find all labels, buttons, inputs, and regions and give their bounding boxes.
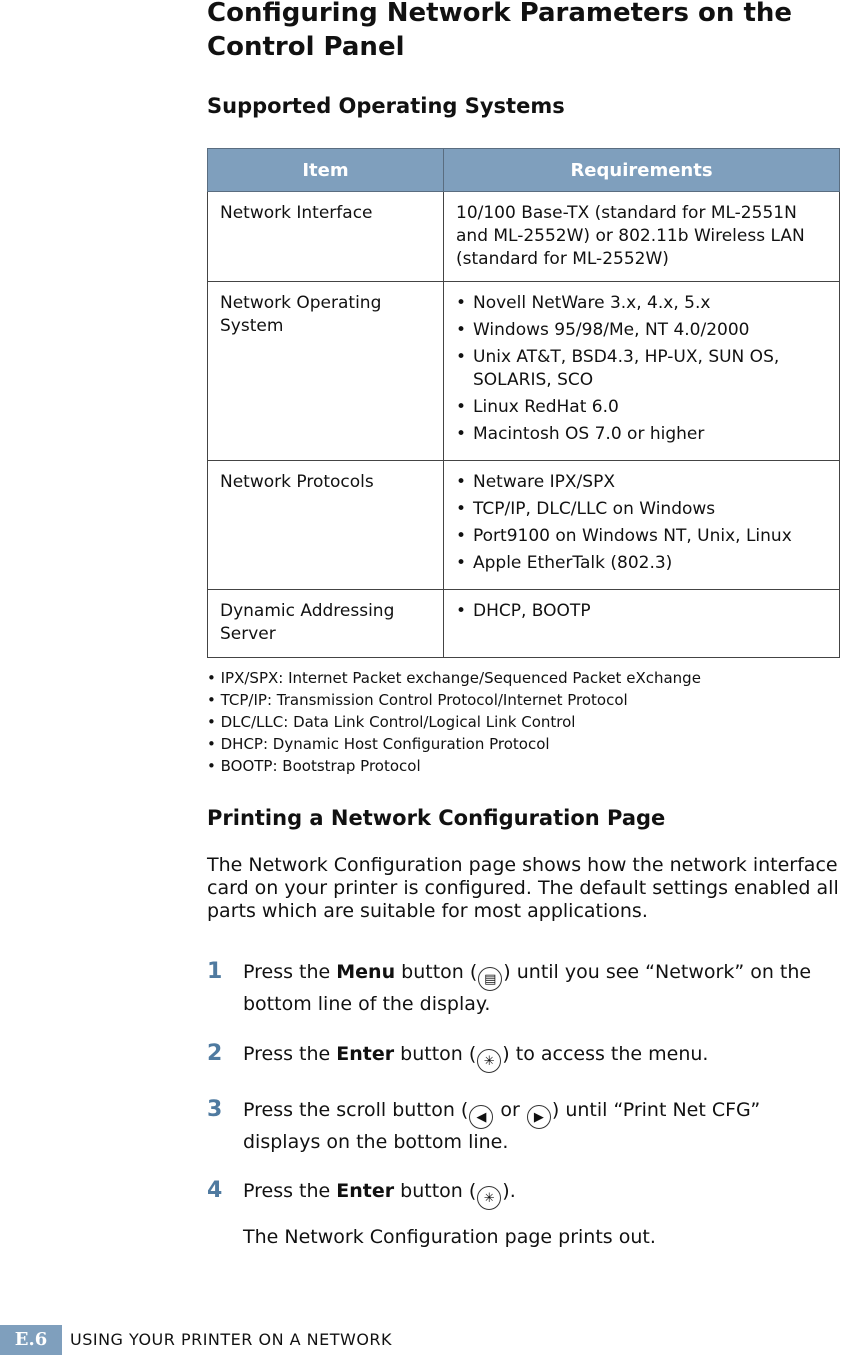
note-item: • TCP/IP: Transmission Control Protocol/Internet Protocol <box>207 689 701 711</box>
enter-button-icon: ✳ <box>477 1186 501 1210</box>
list-item: • TCP/IP, DLC/LLC on Windows <box>456 498 827 521</box>
note-item: • DLC/LLC: Data Link Control/Logical Link Control <box>207 711 701 733</box>
step-number: 4 <box>207 1178 223 1203</box>
table-row <box>208 282 840 461</box>
step-4 <box>207 1178 841 1210</box>
step-3 <box>207 1097 841 1155</box>
step-result: The Network Configuration page prints out. <box>243 1226 656 1248</box>
table-cell-requirements <box>444 282 840 461</box>
table-header-item: Item <box>208 149 444 192</box>
step-text: Press the Menu button ( ▤ ) until you see “Network” on the bottom line of the display. <box>243 961 812 1015</box>
table-cell-item: Network Operating System <box>208 282 444 461</box>
footer-chapter-title: USING YOUR PRINTER ON A NETWORK <box>70 1330 393 1349</box>
table-row <box>208 590 840 658</box>
table-cell-item: Network Protocols <box>208 461 444 590</box>
list-item: • DHCP, BOOTP <box>456 600 827 623</box>
table-header-row <box>208 149 840 192</box>
list-item: • Port9100 on Windows NT, Unix, Linux <box>456 525 827 548</box>
note-item: • IPX/SPX: Internet Packet exchange/Sequenced Packet eXchange <box>207 667 701 689</box>
step-number: 3 <box>207 1097 223 1122</box>
list-item: • Windows 95/98/Me, NT 4.0/2000 <box>456 319 827 342</box>
list-item: • Unix AT&T, BSD4.3, HP-UX, SUN OS, SOLARIS, SCO <box>456 346 827 392</box>
table-cell-item: Dynamic Addressing Server <box>208 590 444 658</box>
table-cell-requirements: 10/100 Base-TX (standard for ML-2551N and ML-2552W) or 802.11b Wireless LAN (standard for ML-2552W) <box>444 192 840 282</box>
note-item: • BOOTP: Bootstrap Protocol <box>207 755 701 777</box>
abbreviation-notes <box>207 667 701 777</box>
section-heading-supported-os: Supported Operating Systems <box>207 94 565 118</box>
step-2 <box>207 1041 841 1073</box>
scroll-right-icon: ▶ <box>527 1105 551 1129</box>
list-item: • Linux RedHat 6.0 <box>456 396 827 419</box>
step-text: Press the scroll button ( ◀ or ▶ ) until “Print Net CFG” displays on the bottom line. <box>243 1099 761 1153</box>
table-row <box>208 461 840 590</box>
requirements-table <box>207 148 840 658</box>
intro-paragraph: The Network Configuration page shows how the network interface card on your printer is configured. The default settings enabled all parts which are suitable for most applications. <box>207 854 839 922</box>
section-heading-print-config: Printing a Network Configuration Page <box>207 806 666 830</box>
table-header-requirements: Requirements <box>444 149 840 192</box>
step-number: 1 <box>207 959 223 984</box>
step-text: Press the Enter button ( ✳ ). <box>243 1178 841 1210</box>
page-title: Configuring Network Parameters on the Control Panel <box>207 0 793 62</box>
menu-button-icon: ▤ <box>478 967 502 991</box>
step-text: Press the Enter button ( ✳ ) to access the menu. <box>243 1041 841 1073</box>
table-cell-requirements <box>444 461 840 590</box>
scroll-left-icon: ◀ <box>469 1105 493 1129</box>
step-number: 2 <box>207 1041 223 1066</box>
table-cell-requirements <box>444 590 840 658</box>
note-item: • DHCP: Dynamic Host Configuration Protocol <box>207 733 701 755</box>
list-item: • Netware IPX/SPX <box>456 471 827 494</box>
list-item: • Novell NetWare 3.x, 4.x, 5.x <box>456 292 827 315</box>
list-item: • Apple EtherTalk (802.3) <box>456 552 827 575</box>
page-number: E.6 <box>0 1325 62 1355</box>
step-1 <box>207 959 841 1017</box>
page-footer <box>0 1325 841 1355</box>
table-row <box>208 192 840 282</box>
table-cell-item: Network Interface <box>208 192 444 282</box>
enter-button-icon: ✳ <box>477 1049 501 1073</box>
list-item: • Macintosh OS 7.0 or higher <box>456 423 827 446</box>
